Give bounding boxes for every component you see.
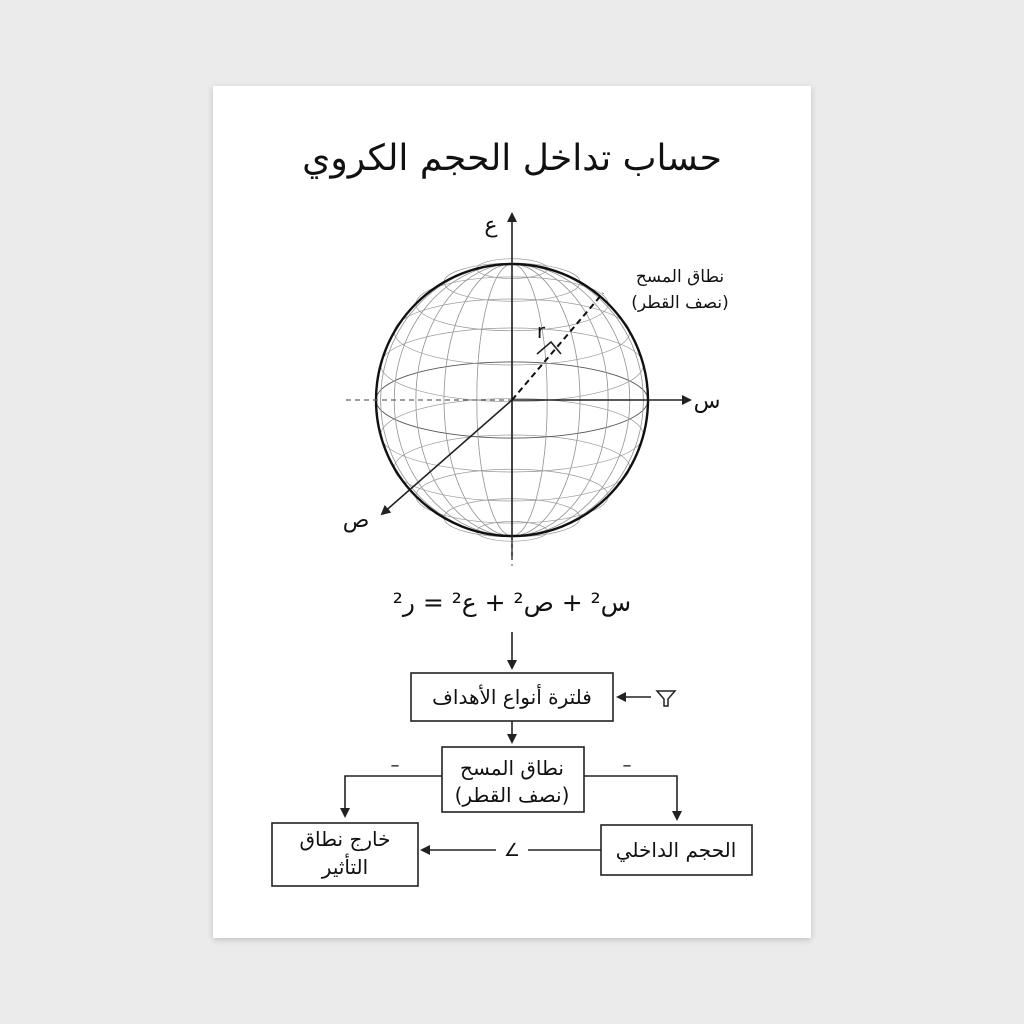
axis-label-x: س	[693, 389, 721, 414]
axis-label-y: ص	[342, 508, 370, 533]
scan-range-box-line2: (نصف القطر)	[454, 783, 570, 807]
y-axis	[382, 400, 512, 514]
axis-label-z: ع	[484, 213, 498, 238]
funnel-icon	[657, 691, 675, 706]
branch-left-dash: –	[390, 755, 400, 776]
branch-left	[345, 776, 442, 816]
radius-annotation: (نصف القطر)	[631, 293, 729, 313]
radius-angle-mark	[537, 342, 561, 354]
diagram-title: حساب تداخل الحجم الكروي	[302, 138, 722, 179]
branch-right	[584, 776, 677, 819]
sphere-equation: س² + ص² + ع² = ر²	[392, 588, 632, 617]
radius-line	[512, 293, 603, 400]
scan-range-box-line1: نطاق المسح	[460, 756, 564, 780]
out-of-range-box-line2: التأثير	[321, 855, 369, 879]
branch-right-dash: –	[622, 755, 632, 776]
radius-symbol: r	[536, 319, 546, 343]
out-of-range-box-line1: خارج نطاق	[299, 827, 391, 851]
scan-range-annotation: نطاق المسح	[635, 267, 725, 287]
inner-volume-box-label: الحجم الداخلي	[615, 838, 737, 862]
angle-glyph: ∠	[503, 840, 521, 861]
filter-box-label: فلترة أنواع الأهداف	[432, 685, 592, 709]
